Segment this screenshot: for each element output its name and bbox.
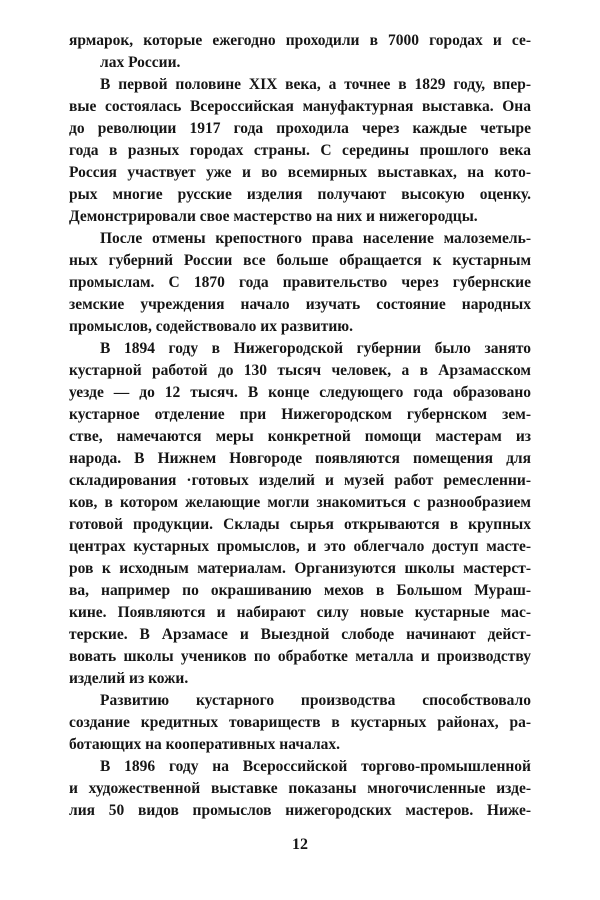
text-line: промыслов, содействовало их развитию. — [69, 318, 353, 335]
text-line: ных губерний России все больше обращается к кустарным — [69, 252, 531, 269]
text-line: терские. В Арзамасе и Выездной слободе начинают дейст- — [69, 626, 531, 643]
text-line: года в разных городах страны. С середины прошлого века — [69, 142, 531, 159]
body-text — [69, 30, 531, 822]
text-line: уезде — до 12 тысяч. В конце следующего года образовано — [69, 384, 531, 401]
paragraph-first-line: После отмены крепостного права население малоземель- — [100, 230, 531, 247]
paragraph-first-line: Развитию кустарного производства способствовало — [100, 692, 531, 709]
text-line: ва, например по окрашиванию мехов в Большом Мураш- — [69, 582, 531, 599]
text-line: промыслам. С 1870 года правительство через губернские — [69, 274, 531, 291]
text-line: изделий из кожи. — [69, 670, 189, 687]
text-line: земские учреждения начало изучать состояние народных — [69, 296, 531, 313]
text-line: кустарной работой до 130 тысяч человек, а в Арзамасском — [69, 362, 531, 379]
text-line: ров к исходным материалам. Организуются школы мастерст- — [69, 560, 531, 577]
text-line: Демонстрировали свое мастерство на них и нижегородцы. — [69, 208, 478, 225]
text-line: готовой продукции. Склады сырья открываются в крупных — [69, 516, 531, 533]
paragraph-first-line: В первой половине XIX века, а точнее в 1829 году, впер- — [100, 76, 531, 93]
text-line: кустарное отделение при Нижегородском губернском зем- — [69, 406, 531, 423]
text-line: и художественной выставке показаны многочисленные изде- — [69, 780, 531, 797]
paragraph-first-line: В 1894 году в Нижегородской губернии было занято — [100, 340, 531, 357]
text-line: ботающих на кооперативных началах. — [69, 736, 341, 753]
text-line: вовать школы учеников по обработке металла и производству — [69, 648, 531, 665]
text-line: Россия участвует уже и во всемирных выставках, на кото- — [69, 164, 531, 181]
text-line: рых многие русские изделия получают высокую оценку. — [69, 186, 531, 203]
page-number: 12 — [292, 836, 308, 853]
paragraph-first-line: В 1896 году на Всероссийской торгово-промышленной — [100, 758, 531, 775]
text-line: вые состоялась Всероссийская мануфактурная выставка. Она — [69, 98, 531, 115]
text-line: стве, намечаются меры конкретной помощи мастерам из — [69, 428, 531, 445]
text-line: лах России. — [100, 54, 181, 71]
text-line: народа. В Нижнем Новгороде появляются помещения для — [69, 450, 531, 467]
text-line: до революции 1917 года проходила через каждые четыре — [69, 120, 531, 137]
text-line: ков, в котором желающие могли знакомиться с разнообразием — [69, 494, 531, 511]
text-line: центрах кустарных промыслов, и это облегчало доступ масте- — [69, 538, 531, 555]
text-line: лия 50 видов промыслов нижегородских мастеров. Ниже- — [69, 802, 531, 819]
text-line: складирования ·готовых изделий и музей работ ремесленни- — [69, 472, 531, 489]
text-line: ярмарок, которые ежегодно проходили в 7000 городах и се- — [69, 32, 531, 49]
text-line: создание кредитных товариществ в кустарных районах, ра- — [69, 714, 531, 731]
text-line: кине. Появляются и набирают силу новые кустарные мас- — [69, 604, 531, 621]
